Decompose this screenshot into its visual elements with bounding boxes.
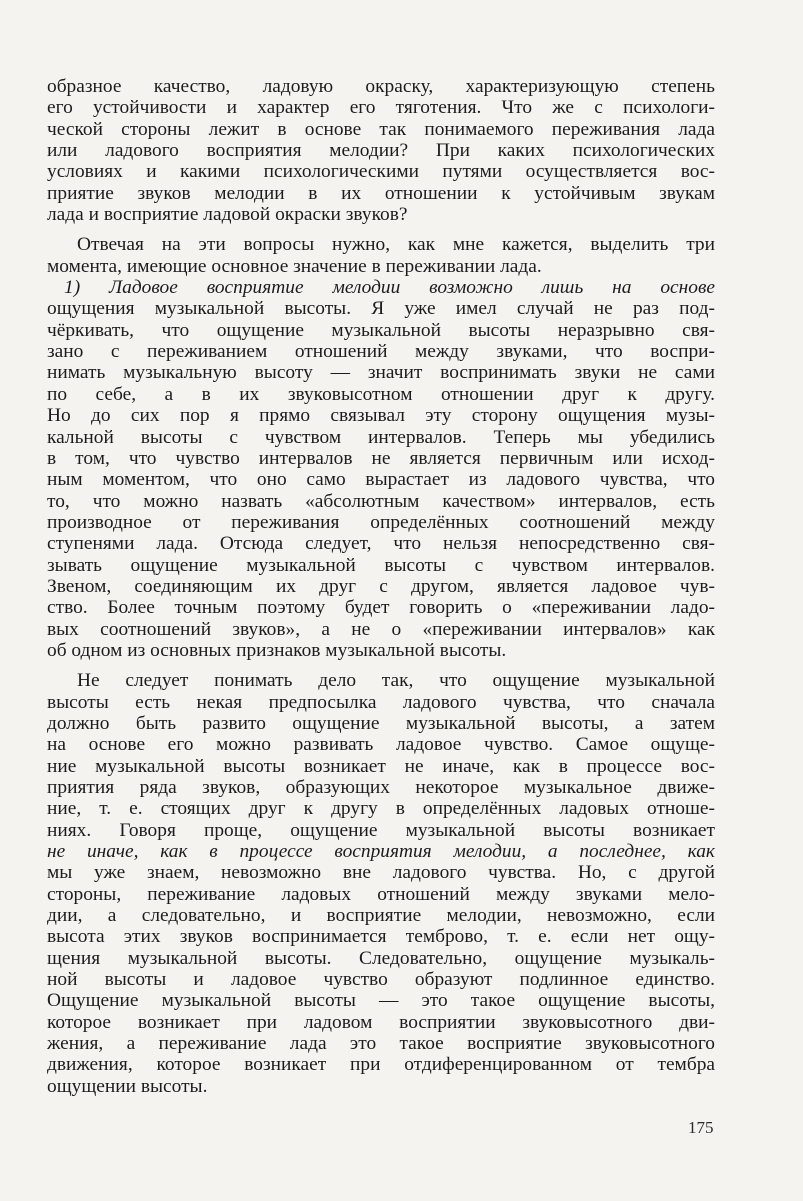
text-line: ступенями лада. Отсюда следует, что нельзя непосредственно свя- (47, 533, 715, 555)
text-line: Не следует понимать дело так, что ощущение музыкальной (77, 670, 715, 692)
text-line: ным моментом, что оно само вырастает из ладового чувства, что (47, 469, 715, 491)
text-line: дии, а следовательно, и восприятие мелодии, невозможно, если (47, 905, 715, 927)
text-line: лада и восприятие ладовой окраски звуков? (47, 204, 408, 226)
text-line: жения, а переживание лада это такое восприятие звуковысотного (47, 1033, 715, 1055)
text-line: зано с переживанием отношений между звуками, что воспри- (47, 341, 715, 363)
text-line: чёркивать, что ощущение музыкальной высоты неразрывно свя- (47, 319, 715, 341)
page-number: 175 (688, 1118, 714, 1137)
text-line: в том, что чувство интервалов не является первичным или исход- (47, 447, 715, 469)
text-line: мы уже знаем, невозможно вне ладового чувства. Но, с другой (47, 862, 715, 884)
text-line: по себе, а в их звуковысотном отношении друг к другу. (47, 383, 715, 405)
text-line: нимать музыкальную высоту — значит воспринимать звуки не сами (47, 362, 715, 384)
text-line-italic: 1) Ладовое восприятие мелодии возможно лишь на основе (64, 277, 715, 299)
text-line: которое возникает при ладовом восприятии звуковысотного дви- (47, 1011, 715, 1033)
text-line: движения, которое возникает при отдиференцированном от тембра (47, 1054, 715, 1076)
book-page-text (47, 76, 715, 1097)
text-line: условиях и какими психологическими путями осуществляется вос- (47, 161, 715, 183)
text-line: момента, имеющие основное значение в переживании лада. (47, 255, 542, 277)
paragraph-3 (47, 277, 715, 661)
text-line: ство. Более точным поэтому будет говорить о «переживании ладо- (47, 597, 715, 619)
paragraph-4 (47, 670, 715, 1097)
text-line: приятие звуков мелодии в их отношении к устойчивым звукам (47, 182, 715, 204)
text-line: должно быть развито ощущение музыкальной высоты, а затем (47, 712, 715, 734)
text-line: ниях. Говоря проще, ощущение музыкальной высоты возникает (47, 819, 715, 841)
text-line: ной высоты и ладовое чувство образуют подлинное единство. (47, 969, 715, 991)
text-line: или ладового восприятия мелодии? При каких психологических (47, 140, 715, 162)
text-line: ческой стороны лежит в основе так понимаемого переживания лада (47, 118, 715, 140)
text-line: на основе его можно развивать ладовое чувство. Самое ощуще- (47, 734, 715, 756)
text-line: кальной высоты с чувством интервалов. Теперь мы убедились (47, 426, 715, 448)
text-line: ние, т. е. стоящих друг к другу в определённых ладовых отноше- (47, 798, 715, 820)
text-line: об одном из основных признаков музыкальной высоты. (47, 639, 507, 661)
text-line: ощущении высоты. (47, 1075, 208, 1097)
text-line: вых соотношений звуков», а не о «переживании интервалов» как (47, 618, 715, 640)
text-line: Звеном, соединяющим их друг с другом, является ладовое чув- (47, 575, 715, 597)
text-line: Ощущение музыкальной высоты — это такое ощущение высоты, (47, 990, 715, 1012)
text-line: приятия ряда звуков, образующих некоторое музыкальное движе- (47, 777, 715, 798)
text-line: его устойчивости и характер его тяготения. Что же с психологи- (47, 97, 715, 119)
text-line: высота этих звуков воспринимается темброво, т. е. если нет ощу- (47, 926, 715, 948)
text-line: Но до сих пор я прямо связывал эту сторону ощущения музы- (47, 405, 715, 427)
text-line: ощущения музыкальной высоты. Я уже имел случай не раз под- (47, 298, 715, 320)
text-line: ние музыкальной высоты возникает не иначе, как в процессе вос- (47, 755, 715, 777)
text-line: образное качество, ладовую окраску, характеризующую степень (47, 76, 715, 97)
text-line: Отвечая на эти вопросы нужно, как мне кажется, выделить три (77, 234, 715, 256)
text-line: щения музыкальной высоты. Следовательно, ощущение музыкаль- (47, 947, 715, 969)
text-line: высоты есть некая предпосылка ладового чувства, что сначала (47, 691, 715, 713)
paragraph-1 (47, 76, 715, 225)
paragraph-2 (47, 234, 715, 277)
text-line: то, что можно назвать «абсолютным качеством» интервалов, есть (47, 490, 715, 512)
text-line-italic: не иначе, как в процессе восприятия мелодии, а последнее, как (47, 841, 715, 863)
text-line: зывать ощущение музыкальной высоты с чувством интервалов. (47, 554, 715, 576)
text-line: стороны, переживание ладовых отношений между звуками мело- (47, 883, 715, 905)
text-line: производное от переживания определённых соотношений между (47, 511, 715, 533)
